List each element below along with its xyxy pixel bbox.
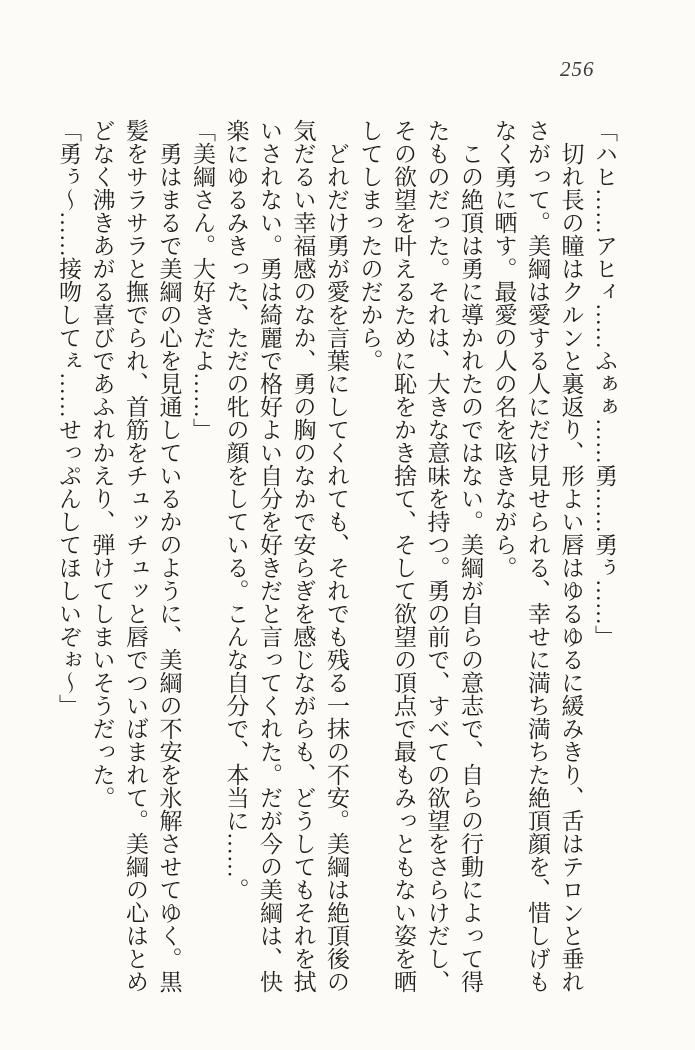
paragraph-dialogue-3: 「勇ぅ〜……接吻してぇ……せっぷんしてほしいぞぉ〜」 <box>56 119 81 717</box>
paragraph-narration-4: 勇はまるで美綱の心を見通しているかのように、美綱の不安を氷解させてゆく。黒髪をサラサラと撫でられ、首筋をチュッチュッと唇でついばまれて。美綱の心はとめどなく沸きあがる喜びであふれかえり、弾けてしまいそうだった。 <box>89 119 182 993</box>
paragraph-narration-1: 切れ長の瞳はクルンと裏返り、形よい唇はゆるゆるに緩みきり、舌はテロンと垂れさがって。美綱は愛する人にだけ見せられる、幸せに満ち満ちた絶頂顔を、惜しげもなく勇に晒す。最愛の人の名を呟きながら。 <box>491 119 584 993</box>
paragraph-narration-3: どれだけ勇が愛を言葉にしてくれても、それでも残る一抹の不安。美綱は絶頂後の気だるい幸福感のなか、勇の胸のなかで安らぎを感じながらも、どうしてもそれを拭いされない。勇は綺麗で格好よい自分を好きだと言ってくれた。だが今の美綱は、快楽にゆるみきった、ただの牝の顔をしている。こんな自分で、本当に……。 <box>223 119 349 993</box>
paragraph-dialogue-2: 「美綱さん。大好きだよ……」 <box>190 119 215 441</box>
paragraph-narration-2: この絶頂は勇に導かれたのではない。美綱が自らの意志で、自らの行動によって得たものだった。それは、大きな意味を持つ。勇の前で、すべての欲望をさらけだし、その欲望を叶えるために恥をかき捨て、そして欲望の頂点で最もみっともない姿を晒してしまったのだから。 <box>357 119 483 993</box>
text-block <box>52 119 622 993</box>
page-number: 256 <box>560 57 595 81</box>
paragraph-dialogue-1: 「ハヒ……アヒィ……ふぁぁ……勇……勇ぅ……」 <box>592 119 617 648</box>
